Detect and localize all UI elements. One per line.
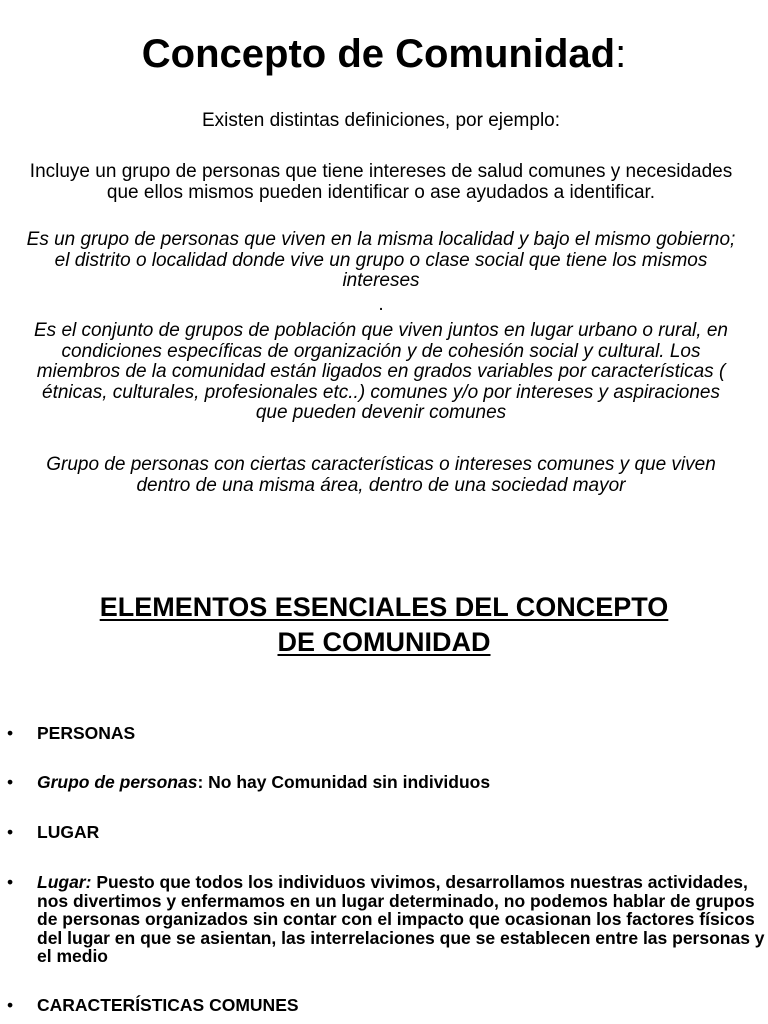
page-title-colon: :	[615, 32, 627, 76]
section-heading	[0, 590, 768, 660]
section-heading-line-1: ELEMENTOS ESENCIALES DEL CONCEPTO	[99, 592, 669, 622]
list-item-label: CARACTERÍSTICAS COMUNES	[37, 995, 299, 1015]
list-item-body: Puesto que todos los individuos vivimos, desarrollamos nuestras actividades, nos divertimos y enfermamos en un lugar determinado, no podemos hablar de grupos de personas organizados sin contar con el impacto que ocasionan los factores físicos del lugar en que se asientan, las interrelaciones que se establecen entre las personas y el medio	[37, 872, 765, 966]
list-item-text	[37, 873, 765, 966]
bullet-marker: •	[7, 772, 14, 792]
definition-2: Es un grupo de personas que viven en la misma localidad y bajo el mismo gobierno; el distrito o localidad donde vive un grupo o clase social que tiene los mismos intereses	[26, 229, 736, 291]
separator-dot: .	[378, 294, 384, 315]
list-item-text	[37, 823, 765, 842]
list-item-label: LUGAR	[37, 822, 100, 842]
section-heading-line-2: DE COMUNIDAD	[277, 627, 491, 657]
list-item-text	[37, 724, 765, 743]
page-title-text: Concepto de Comunidad	[141, 32, 616, 76]
list-item-label: PERSONAS	[37, 723, 136, 743]
definition-1: Incluye un grupo de personas que tiene intereses de salud comunes y necesidades que ellos mismos pueden identificar o ase ayudados a identificar.	[29, 161, 733, 203]
list-item-text	[37, 773, 765, 792]
bullet-marker: •	[7, 822, 14, 842]
bullet-marker: •	[7, 995, 14, 1015]
bullet-marker: •	[7, 872, 14, 892]
definition-3: Es el conjunto de grupos de población que viven juntos en lugar urbano o rural, en condiciones específicas de organización y de cohesión social y cultural. Los miembros de la comunidad están ligados en grados variables por características ( étnicas, culturales, profesionales etc..) comunes y/o por intereses y aspiraciones que pueden devenir comunes	[34, 320, 728, 423]
list-item-italic-term: Grupo de personas	[37, 772, 198, 792]
intro-text: Existen distintas definiciones, por ejemplo:	[201, 110, 561, 131]
page-title	[0, 30, 768, 78]
bullet-marker: •	[7, 723, 14, 743]
definition-4: Grupo de personas con ciertas características o intereses comunes y que viven dentro de una misma área, dentro de una sociedad mayor	[46, 454, 716, 496]
list-item-text	[37, 996, 765, 1015]
list-item-italic-term: Lugar:	[37, 872, 92, 892]
list-item-body: : No hay Comunidad sin individuos	[197, 772, 491, 792]
